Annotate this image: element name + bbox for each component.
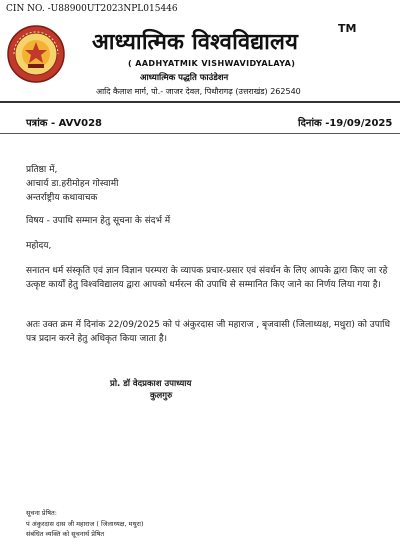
recipient-salutation: प्रतिष्ठा में, xyxy=(26,165,58,175)
cin-number: CIN NO. -U88900UT2023NPL015446 xyxy=(6,4,178,14)
trademark-mark: TM xyxy=(338,22,357,35)
letter-greeting: महोदय, xyxy=(26,241,52,251)
recipient-name: आचार्य डा.हरीमोहन गोस्वामी xyxy=(26,179,119,189)
header-divider xyxy=(0,101,400,103)
reference-divider xyxy=(0,133,400,134)
foundation-name: आध्यात्मिक पद्धति फाउंडेशन xyxy=(140,73,229,83)
footnote-line-2: संबंधित व्यक्ति को सूचनार्थ प्रेषित xyxy=(26,530,105,538)
letter-date: दिनांक -19/09/2025 xyxy=(298,118,393,129)
university-address: आदि कैलाश मार्ग, पो.- जाजर देवल, पिथौरागढ़ (उत्तराखंड) 262540 xyxy=(96,87,301,96)
footnote-line-1: पं अंकुरदास दास जी महाराज ( जिलाध्यक्ष, मथुरा) xyxy=(26,520,144,528)
letter-subject: विषय - उपाधि सम्मान हेतु सूचना के संदर्भ में xyxy=(26,216,171,226)
footnote-title: सूचना प्रेषित: xyxy=(26,509,57,517)
recipient-designation: अन्तर्राष्ट्रीय कथावाचक xyxy=(26,193,98,203)
university-english-name: ( AADHYATMIK VISHWAVIDYALAYA) xyxy=(128,59,296,68)
signatory-title: कुलगुरु xyxy=(150,391,173,401)
reference-number: पत्रांक - AVV028 xyxy=(26,118,102,129)
body-paragraph-2: अतः उक्त क्रम में दिनांक 22/09/2025 को पं अंकुरदास जी महाराज , बृजवासी (जिलाध्यक्ष, मथुरा) को उपाधि पत्र प्रदान करने हेतु अधिकृत किया जाता है। xyxy=(26,320,391,344)
body-paragraph-1: सनातन धर्म संस्कृति एवं ज्ञान विज्ञान परम्परा के व्यापक प्रचार-प्रसार एवं संवर्धन के लिए आपके द्वारा किए जा रहे उत्कृष्ट कार्यों हेतु विश्वविद्यालय द्वारा आपको धर्मरत्न की उपाधि से सम्मानित किए जाने का निर्णय लिया गया है। xyxy=(26,266,388,290)
university-title: आध्यात्मिक विश्वविद्यालय xyxy=(92,29,299,55)
university-logo xyxy=(6,24,66,84)
signatory-name: प्रो. डॉ वेदप्रकाश उपाध्याय xyxy=(110,379,192,389)
